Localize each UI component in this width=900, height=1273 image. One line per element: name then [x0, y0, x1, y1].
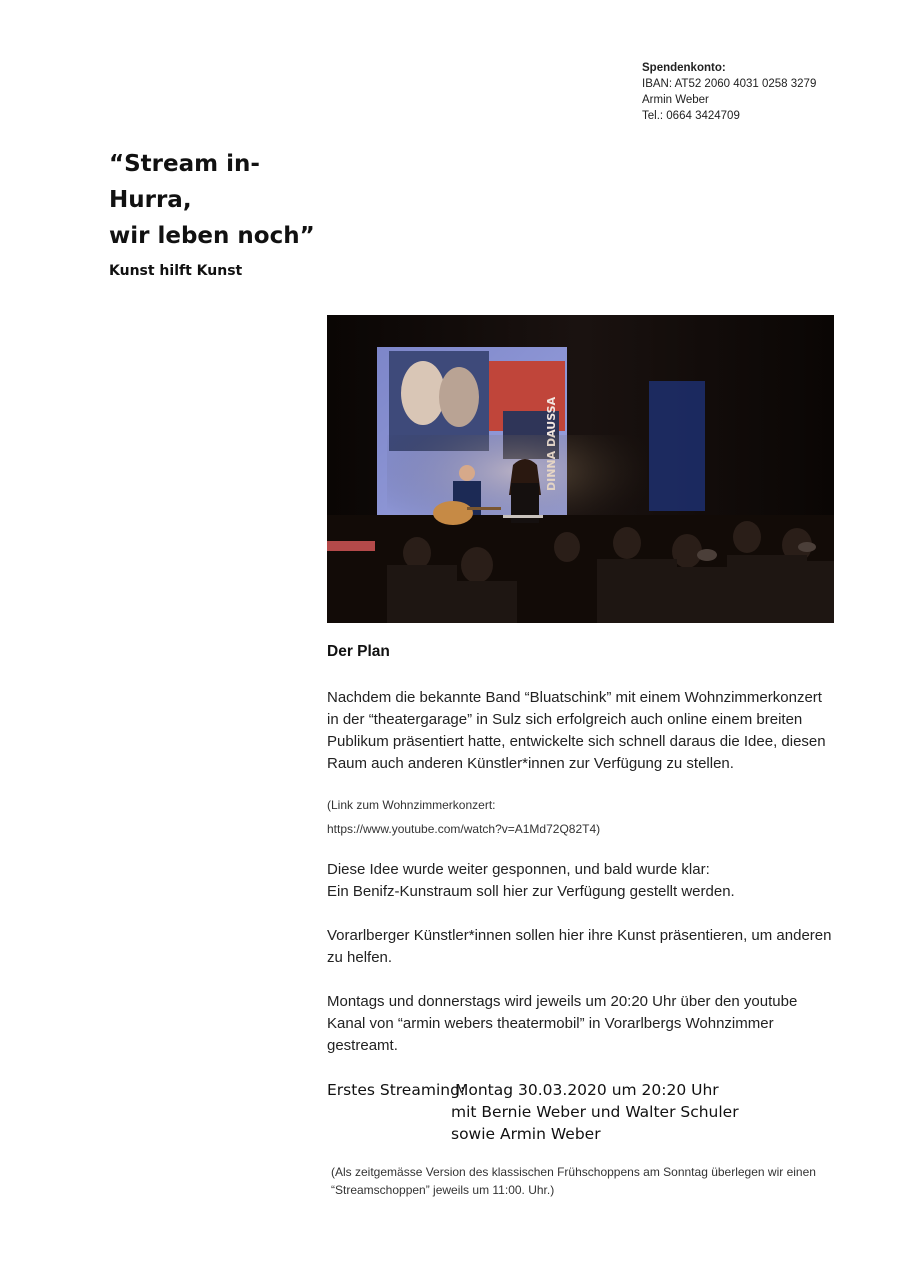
- paragraph-2-line-1: Diese Idee wurde weiter gesponnen, und bald wurde klar:: [327, 861, 710, 878]
- link-note: [327, 793, 837, 841]
- first-streaming-schedule: [327, 1079, 837, 1145]
- footnote: (Als zeitgemässe Version des klassischen Frühschoppens am Sonntag überlegen wir einen “Streamschoppen” jeweils um 11:00. Uhr.): [331, 1165, 816, 1197]
- schedule-performers: mit Bernie Weber und Walter Schuler: [451, 1103, 739, 1121]
- title-line-2: Hurra,: [109, 187, 192, 213]
- plan-paragraph-3: Vorarlberger Künstler*innen sollen hier ihre Kunst präsentieren, um anderen zu helfen.: [327, 927, 832, 966]
- plan-paragraph-4: Montags und donnerstags wird jeweils um 20:20 Uhr über den youtube Kanal von “armin webers theatermobil” in Vorarlbergs Wohnzimmer gestreamt.: [327, 993, 798, 1054]
- link-label: (Link zum Wohnzimmerkonzert:: [327, 798, 496, 812]
- donation-account-block: [642, 60, 816, 124]
- donation-name: Armin Weber: [642, 94, 709, 106]
- section-title: Der Plan: [327, 643, 390, 660]
- paragraph-2-line-2: Ein Benifz-Kunstraum soll hier zur Verfügung gestellt werden.: [327, 883, 735, 900]
- schedule-date: Montag 30.03.2020 um 20:20 Uhr: [455, 1081, 719, 1099]
- main-content: [327, 641, 837, 1199]
- title-line-3: wir leben noch”: [109, 223, 315, 249]
- page-subtitle: Kunst hilft Kunst: [109, 263, 243, 279]
- schedule-also: sowie Armin Weber: [451, 1125, 601, 1143]
- donation-phone: Tel.: 0664 3424709: [642, 110, 740, 122]
- title-line-1: “Stream in-: [109, 151, 260, 177]
- donation-title: Spendenkonto:: [642, 62, 726, 74]
- plan-paragraph-1: Nachdem die bekannte Band “Bluatschink” mit einem Wohnzimmerkonzert in der “theatergarage” in Sulz sich erfolgreich auch online einem breiten Publikum präsentiert hatte, entwickelte sich schnell daraus die Idee, diesen Raum auch anderen Künstler*innen zur Verfügung zu stellen.: [327, 689, 826, 772]
- schedule-label: Erstes Streaming:: [327, 1081, 466, 1099]
- donation-iban: IBAN: AT52 2060 4031 0258 3279: [642, 78, 817, 90]
- plan-paragraph-2: [327, 859, 837, 903]
- schedule-row: [327, 1079, 837, 1101]
- page-title: [109, 146, 429, 254]
- youtube-link[interactable]: https://www.youtube.com/watch?v=A1Md72Q82T4): [327, 822, 601, 836]
- concert-photo: [327, 315, 834, 623]
